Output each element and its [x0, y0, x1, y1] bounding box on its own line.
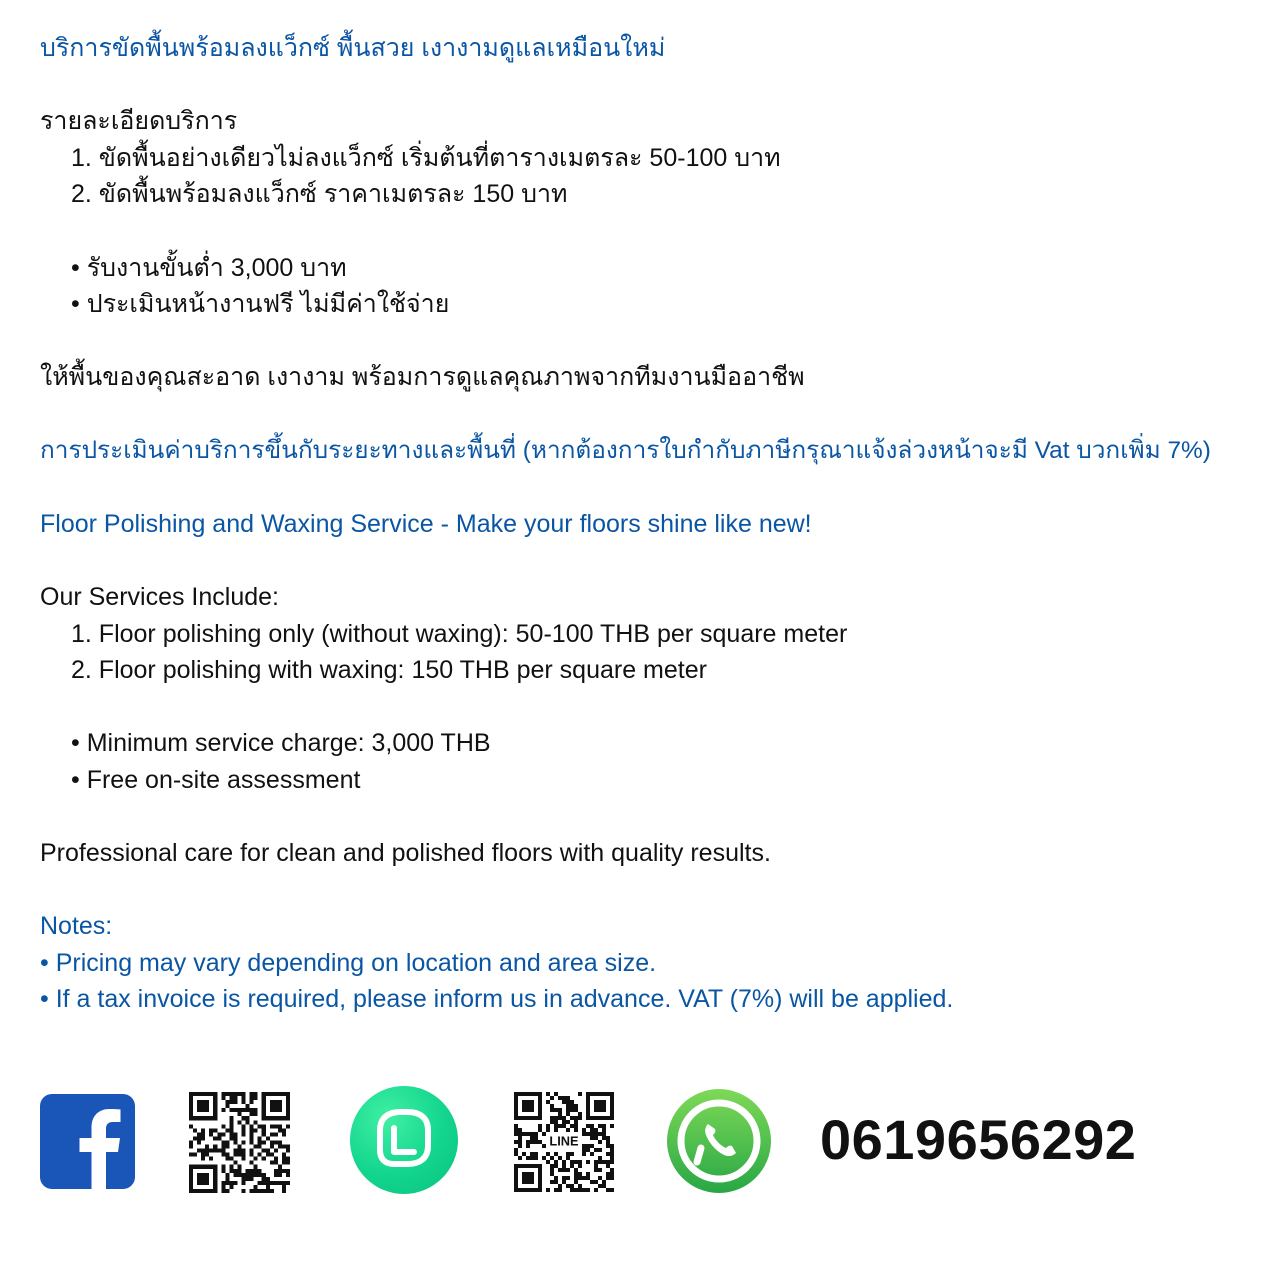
thai-service-item-2: 2. ขัดพื้นพร้อมลงแว็กซ์ ราคาเมตรละ 150 บาท — [71, 180, 568, 209]
qr-line-label: LINE — [549, 1133, 579, 1149]
facebook-icon[interactable] — [40, 1094, 135, 1189]
thai-note: การประเมินค่าบริการขึ้นกับระยะทางและพื้นที่ (หากต้องการใบกำกับภาษีกรุณาแจ้งล่วงหน้าจะมี Vat บวกเพิ่ม 7%) — [40, 436, 1211, 464]
thai-service-item-1: 1. ขัดพื้นอย่างเดียวไม่ลงแว็กซ์ เริ่มต้นที่ตารางเมตรละ 50-100 บาท — [71, 143, 781, 172]
line-icon[interactable] — [350, 1086, 458, 1194]
content — [40, 30, 1260, 1018]
notes-heading: Notes: — [40, 912, 113, 941]
phone-icon[interactable] — [666, 1088, 772, 1194]
english-services-heading: Our Services Include: — [40, 582, 279, 611]
line-qr-code — [514, 1092, 614, 1192]
phone-number[interactable]: 0619656292 — [820, 1108, 1137, 1171]
note-vat: • If a tax invoice is required, please inform us in advance. VAT (7%) will be applied. — [40, 985, 954, 1014]
english-bullet-assessment: • Free on-site assessment — [71, 765, 361, 794]
thai-bullet-assessment: • ประเมินหน้างานฟรี ไม่มีค่าใช้จ่าย — [71, 290, 450, 319]
thai-bullet-minimum: • รับงานขั้นต่ำ 3,000 บาท — [71, 253, 347, 282]
thai-headline: บริการขัดพื้นพร้อมลงแว็กซ์ พื้นสวย เงางามดูแลเหมือนใหม่ — [40, 34, 666, 62]
contact-row — [40, 1086, 1240, 1194]
english-service-item-1: 1. Floor polishing only (without waxing): 50-100 THB per square meter — [71, 619, 848, 648]
thai-details-heading: รายละเอียดบริการ — [40, 107, 238, 136]
note-pricing: • Pricing may vary depending on location and area size. — [40, 948, 657, 977]
english-service-item-2: 2. Floor polishing with waxing: 150 THB per square meter — [71, 656, 707, 685]
qr-code — [189, 1092, 290, 1193]
english-headline: Floor Polishing and Waxing Service - Make your floors shine like new! — [40, 509, 812, 538]
thai-tagline: ให้พื้นของคุณสะอาด เงางาม พร้อมการดูแลคุณภาพจากทีมงานมืออาชีพ — [40, 363, 805, 392]
english-bullet-minimum: • Minimum service charge: 3,000 THB — [71, 729, 491, 758]
english-tagline: Professional care for clean and polished floors with quality results. — [40, 839, 771, 868]
